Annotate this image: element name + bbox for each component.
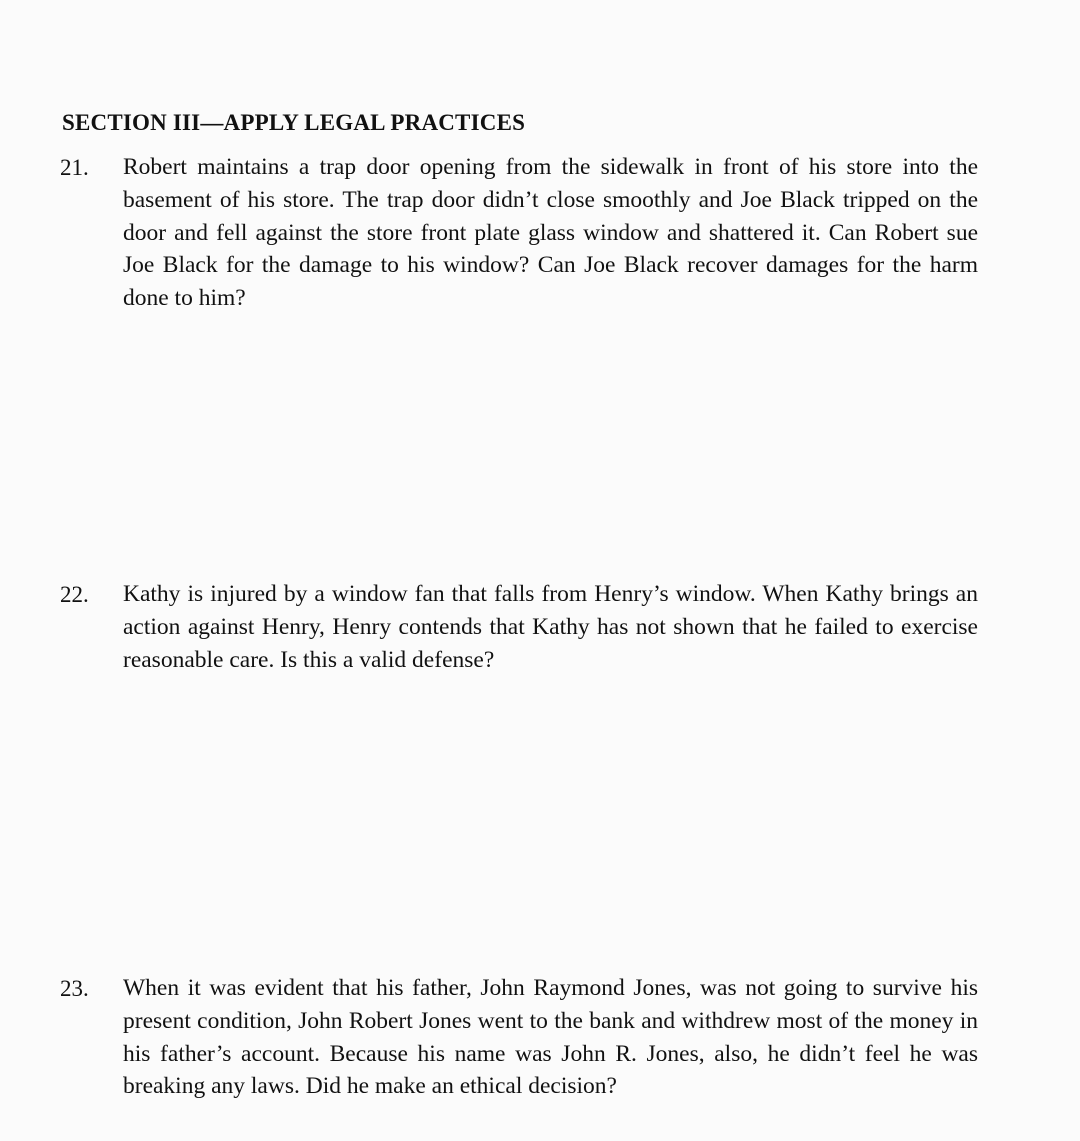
question-number: 21. [60,155,89,180]
question-text: Robert maintains a trap door opening from the sidewalk in front of his store into the basement of his store. The trap door didn’t close smoothly and Joe Black tripped on the door and fell against the store front plate glass window and shattered it. Can Robert sue Joe Black for the damage to his window? Can Joe Black recover damages for the harm done to him? [123,154,978,312]
section-heading: SECTION III—APPLY LEGAL PRACTICES [62,110,526,135]
question-text: Kathy is injured by a window fan that falls from Henry’s window. When Kathy brings an action against Henry, Henry contends that Kathy has not shown that he failed to exercise reasonable care. Is this a valid defense? [123,581,978,673]
question-number: 23. [60,976,89,1001]
question-number: 22. [60,582,89,607]
question-text: When it was evident that his father, John Raymond Jones, was not going to survive his present condition, John Robert Jones went to the bank and withdrew most of the money in his father’s account. Because his name was John R. Jones, also, he didn’t feel he was breaking any laws. Did he make an ethical decision? [123,975,978,1100]
